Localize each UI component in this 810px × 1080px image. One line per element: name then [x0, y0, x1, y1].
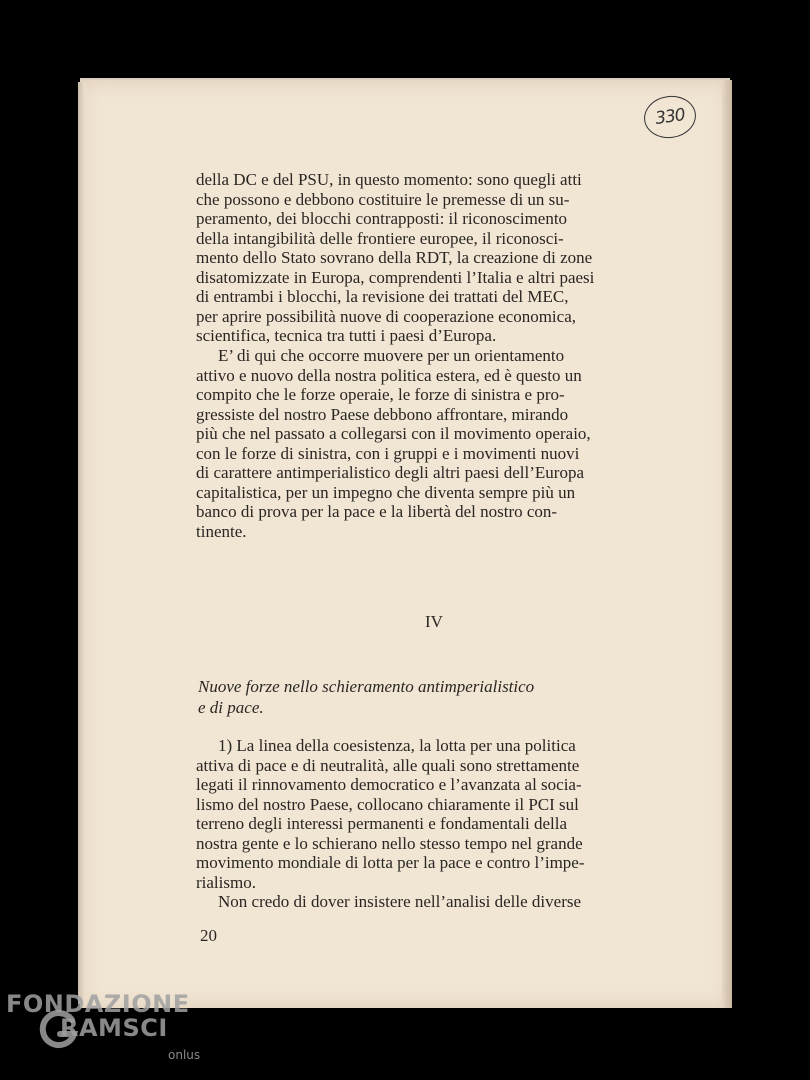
section-heading	[198, 676, 668, 718]
paragraph-2-line: di carattere antimperialistico degli altri paesi dell’Europa	[196, 463, 585, 482]
paragraph-3-line: legati il rinnovamento democratico e l’avanzata al socia-	[196, 775, 582, 794]
paragraph-3-line: attiva di pace e di neutralità, alle quali sono strettamente	[196, 755, 580, 775]
chapter-numeral: IV	[425, 612, 443, 631]
section-heading-line: e di pace.	[198, 698, 264, 717]
paragraph-2-line: più che nel passato a collegarsi con il movimento operaio,	[196, 424, 591, 443]
section-heading-line: Nuove forze nello schieramento antimperialistico	[198, 677, 535, 696]
paragraph-1	[196, 170, 672, 346]
paragraph-2-line: banco di prova per la pace e la libertà del nostro con-	[196, 502, 558, 521]
fondazione-gramsci-watermark	[6, 990, 206, 1076]
paragraph-1-line: di entrambi i blocchi, la revisione dei trattati del MEC,	[196, 287, 569, 306]
paragraph-3-line: terreno degli interessi permanenti e fondamentali della	[196, 814, 568, 833]
watermark-line-3: onlus	[168, 1048, 201, 1062]
paragraph-2-line: gressiste del nostro Paese debbono affrontare, mirando	[196, 404, 569, 424]
paragraph-3-line: rialismo.	[196, 872, 256, 892]
watermark-line-1: FONDAZIONE	[6, 990, 190, 1018]
paragraph-2-line: capitalistica, per un impegno che diventa sempre più un	[196, 482, 576, 502]
page-number: 20	[200, 926, 217, 945]
paragraph-1-line: per aprire possibilità nuove di cooperazione economica,	[196, 306, 576, 326]
paragraph-2-line: compito che le forze operaie, le forze di sinistra e pro-	[196, 385, 565, 404]
paragraph-2-line: attivo e nuovo della nostra politica estera, ed è questo un	[196, 365, 582, 385]
page-right-edge	[722, 80, 732, 1008]
paragraph-1-line: della DC e del PSU, in questo momento: sono quegli atti	[196, 170, 582, 189]
page-left-edge	[78, 82, 86, 1004]
paragraph-1-line: peramento, dei blocchi contrapposti: il riconoscimento	[196, 209, 568, 228]
paragraph-4-line: Non credo di dover insistere nell’analisi delle diverse	[218, 892, 582, 911]
paragraph-1-line: mento dello Stato sovrano della RDT, la creazione di zone	[196, 248, 593, 267]
paragraph-2-line: tinente.	[196, 521, 247, 541]
paragraph-1-line: scientifica, tecnica tra tutti i paesi d’Europa.	[196, 326, 497, 345]
paragraph-3-line: movimento mondiale di lotta per la pace e contro l’impe-	[196, 853, 585, 872]
watermark-line-2: RAMSCI	[60, 1014, 168, 1042]
paragraph-3-line: nostra gente e lo schierano nello stesso tempo nel grande	[196, 833, 583, 853]
paragraph-2	[196, 346, 672, 541]
paragraph-3	[196, 736, 672, 912]
paragraph-3-line: 1) La linea della coesistenza, la lotta per una politica	[218, 736, 576, 755]
paragraph-3-line: lismo del nostro Paese, collocano chiaramente il PCI sul	[196, 794, 579, 814]
paragraph-1-line: della intangibilità delle frontiere europee, il riconosci-	[196, 228, 564, 248]
paragraph-1-line: che possono e debbono costituire le premesse di un su-	[196, 189, 570, 209]
paragraph-2-line: con le forze di sinistra, con i gruppi e i movimenti nuovi	[196, 443, 580, 463]
paragraph-2-line: E’ di qui che occorre muovere per un orientamento	[218, 346, 565, 365]
paragraph-1-line: disatomizzate in Europa, comprendenti l’Italia e altri paesi	[196, 267, 595, 287]
archive-number-stamp: 330	[641, 93, 698, 142]
